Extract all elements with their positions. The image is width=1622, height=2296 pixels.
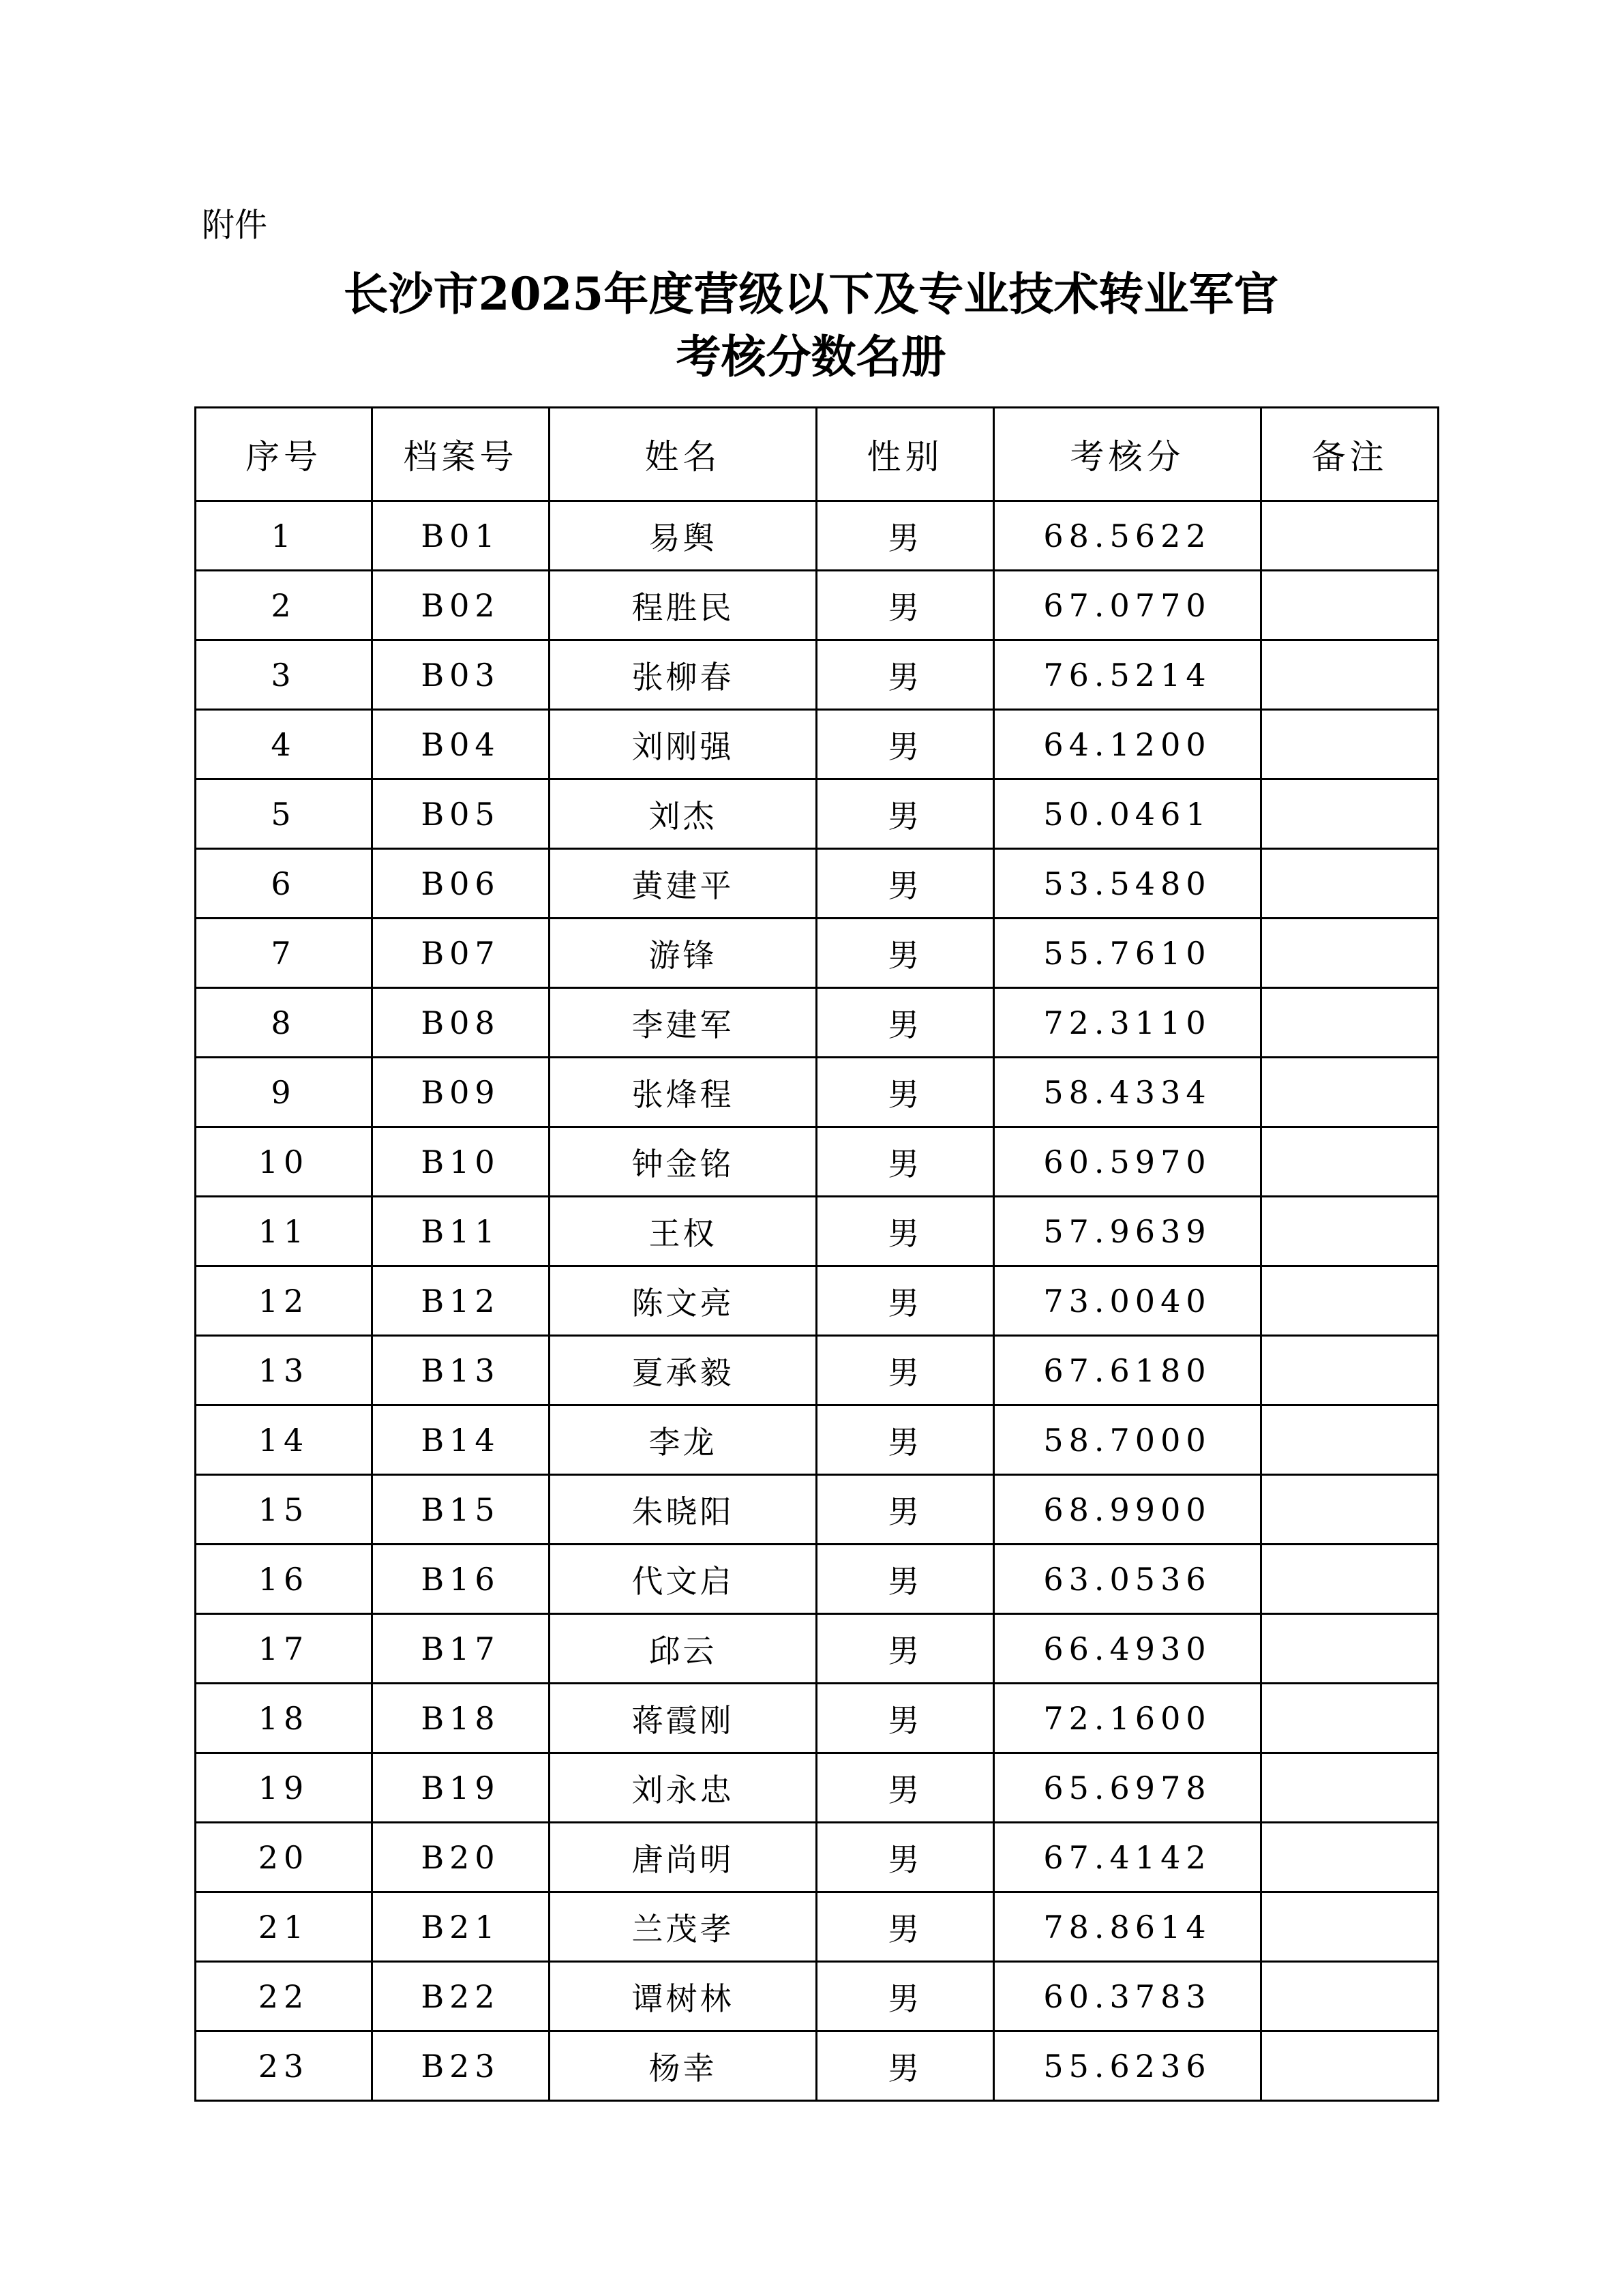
cell-remarks [1261, 1545, 1439, 1614]
table-header-row [196, 408, 1439, 501]
cell-serial: 16 [196, 1545, 372, 1614]
cell-remarks [1261, 779, 1439, 849]
cell-serial: 14 [196, 1405, 372, 1475]
cell-name: 李建军 [550, 988, 817, 1058]
header-name: 姓名 [550, 408, 817, 501]
cell-score: 72.3110 [994, 988, 1261, 1058]
table-row [196, 1127, 1439, 1197]
cell-gender: 男 [817, 1197, 994, 1266]
cell-file-number: B12 [372, 1266, 550, 1336]
cell-serial: 18 [196, 1684, 372, 1753]
cell-serial: 15 [196, 1475, 372, 1545]
table-row [196, 849, 1439, 919]
cell-serial: 6 [196, 849, 372, 919]
cell-remarks [1261, 640, 1439, 710]
cell-gender: 男 [817, 2031, 994, 2101]
cell-name: 夏承毅 [550, 1336, 817, 1405]
cell-score: 55.6236 [994, 2031, 1261, 2101]
cell-remarks [1261, 1336, 1439, 1405]
cell-remarks [1261, 988, 1439, 1058]
cell-file-number: B19 [372, 1753, 550, 1823]
cell-name: 兰茂孝 [550, 1892, 817, 1962]
table-row [196, 1892, 1439, 1962]
cell-gender: 男 [817, 1127, 994, 1197]
table-row [196, 640, 1439, 710]
cell-file-number: B11 [372, 1197, 550, 1266]
cell-score: 68.9900 [994, 1475, 1261, 1545]
cell-serial: 5 [196, 779, 372, 849]
cell-remarks [1261, 1892, 1439, 1962]
cell-remarks [1261, 1266, 1439, 1336]
cell-score: 67.6180 [994, 1336, 1261, 1405]
cell-file-number: B20 [372, 1823, 550, 1892]
cell-serial: 21 [196, 1892, 372, 1962]
cell-score: 64.1200 [994, 710, 1261, 779]
cell-name: 唐尚明 [550, 1823, 817, 1892]
cell-score: 57.9639 [994, 1197, 1261, 1266]
table-row [196, 2031, 1439, 2101]
cell-score: 66.4930 [994, 1614, 1261, 1684]
cell-file-number: B09 [372, 1058, 550, 1127]
cell-name: 刘杰 [550, 779, 817, 849]
table-row [196, 1475, 1439, 1545]
cell-serial: 23 [196, 2031, 372, 2101]
cell-name: 谭树林 [550, 1962, 817, 2031]
cell-remarks [1261, 849, 1439, 919]
cell-name: 蒋霞刚 [550, 1684, 817, 1753]
cell-remarks [1261, 1405, 1439, 1475]
table-row [196, 919, 1439, 988]
cell-gender: 男 [817, 1336, 994, 1405]
cell-name: 易舆 [550, 501, 817, 571]
cell-gender: 男 [817, 1753, 994, 1823]
cell-gender: 男 [817, 779, 994, 849]
cell-serial: 19 [196, 1753, 372, 1823]
cell-score: 60.3783 [994, 1962, 1261, 2031]
cell-file-number: B02 [372, 571, 550, 640]
header-file-number: 档案号 [372, 408, 550, 501]
document-subtitle: 考核分数名册 [676, 330, 946, 383]
cell-remarks [1261, 501, 1439, 571]
cell-file-number: B03 [372, 640, 550, 710]
score-roster-table [194, 406, 1439, 2102]
cell-gender: 男 [817, 1405, 994, 1475]
header-score: 考核分 [994, 408, 1261, 501]
cell-gender: 男 [817, 919, 994, 988]
cell-serial: 17 [196, 1614, 372, 1684]
cell-file-number: B01 [372, 501, 550, 571]
cell-name: 王权 [550, 1197, 817, 1266]
cell-file-number: B05 [372, 779, 550, 849]
cell-gender: 男 [817, 1475, 994, 1545]
table-body [196, 501, 1439, 2101]
table-row [196, 779, 1439, 849]
cell-name: 钟金铭 [550, 1127, 817, 1197]
cell-remarks [1261, 1962, 1439, 2031]
table-row [196, 988, 1439, 1058]
cell-file-number: B08 [372, 988, 550, 1058]
cell-score: 72.1600 [994, 1684, 1261, 1753]
cell-gender: 男 [817, 1684, 994, 1753]
cell-remarks [1261, 710, 1439, 779]
table-row [196, 1614, 1439, 1684]
cell-file-number: B17 [372, 1614, 550, 1684]
cell-score: 53.5480 [994, 849, 1261, 919]
cell-name: 程胜民 [550, 571, 817, 640]
table-row [196, 1962, 1439, 2031]
table-row [196, 501, 1439, 571]
cell-serial: 10 [196, 1127, 372, 1197]
cell-score: 73.0040 [994, 1266, 1261, 1336]
attachment-label: 附件 [202, 206, 268, 244]
table-row [196, 1684, 1439, 1753]
cell-file-number: B04 [372, 710, 550, 779]
cell-remarks [1261, 1058, 1439, 1127]
cell-name: 游锋 [550, 919, 817, 988]
table-row [196, 1336, 1439, 1405]
cell-gender: 男 [817, 988, 994, 1058]
cell-gender: 男 [817, 1266, 994, 1336]
cell-remarks [1261, 2031, 1439, 2101]
table-row [196, 1197, 1439, 1266]
cell-serial: 13 [196, 1336, 372, 1405]
cell-file-number: B06 [372, 849, 550, 919]
cell-remarks [1261, 1614, 1439, 1684]
cell-remarks [1261, 1127, 1439, 1197]
cell-score: 76.5214 [994, 640, 1261, 710]
cell-serial: 4 [196, 710, 372, 779]
cell-score: 50.0461 [994, 779, 1261, 849]
cell-name: 黄建平 [550, 849, 817, 919]
header-remarks: 备注 [1261, 408, 1439, 501]
cell-remarks [1261, 1684, 1439, 1753]
cell-file-number: B21 [372, 1892, 550, 1962]
cell-remarks [1261, 1753, 1439, 1823]
document-title: 长沙市2025年度营级以下及专业技术转业军官 [343, 267, 1279, 320]
table-row [196, 1823, 1439, 1892]
cell-gender: 男 [817, 1892, 994, 1962]
header-gender: 性别 [817, 408, 994, 501]
table-row [196, 710, 1439, 779]
cell-score: 58.4334 [994, 1058, 1261, 1127]
cell-serial: 1 [196, 501, 372, 571]
cell-serial: 8 [196, 988, 372, 1058]
cell-score: 67.4142 [994, 1823, 1261, 1892]
cell-gender: 男 [817, 1545, 994, 1614]
table-row [196, 1545, 1439, 1614]
cell-serial: 11 [196, 1197, 372, 1266]
cell-name: 刘刚强 [550, 710, 817, 779]
table-row [196, 1753, 1439, 1823]
cell-name: 刘永忠 [550, 1753, 817, 1823]
cell-name: 张烽程 [550, 1058, 817, 1127]
table-row [196, 1405, 1439, 1475]
cell-gender: 男 [817, 849, 994, 919]
cell-name: 陈文亮 [550, 1266, 817, 1336]
cell-score: 65.6978 [994, 1753, 1261, 1823]
cell-remarks [1261, 919, 1439, 988]
cell-file-number: B15 [372, 1475, 550, 1545]
cell-score: 78.8614 [994, 1892, 1261, 1962]
cell-score: 58.7000 [994, 1405, 1261, 1475]
cell-remarks [1261, 571, 1439, 640]
cell-remarks [1261, 1197, 1439, 1266]
cell-name: 张柳春 [550, 640, 817, 710]
table-row [196, 1058, 1439, 1127]
cell-file-number: B13 [372, 1336, 550, 1405]
table-row [196, 1266, 1439, 1336]
cell-name: 杨幸 [550, 2031, 817, 2101]
cell-name: 代文启 [550, 1545, 817, 1614]
cell-file-number: B14 [372, 1405, 550, 1475]
cell-serial: 20 [196, 1823, 372, 1892]
cell-file-number: B18 [372, 1684, 550, 1753]
cell-gender: 男 [817, 1962, 994, 2031]
cell-gender: 男 [817, 640, 994, 710]
cell-serial: 12 [196, 1266, 372, 1336]
cell-serial: 9 [196, 1058, 372, 1127]
cell-name: 李龙 [550, 1405, 817, 1475]
cell-file-number: B22 [372, 1962, 550, 2031]
cell-serial: 2 [196, 571, 372, 640]
cell-file-number: B10 [372, 1127, 550, 1197]
cell-file-number: B23 [372, 2031, 550, 2101]
table-row [196, 571, 1439, 640]
cell-file-number: B16 [372, 1545, 550, 1614]
cell-serial: 7 [196, 919, 372, 988]
cell-gender: 男 [817, 571, 994, 640]
cell-name: 邱云 [550, 1614, 817, 1684]
cell-score: 60.5970 [994, 1127, 1261, 1197]
cell-gender: 男 [817, 1614, 994, 1684]
cell-score: 55.7610 [994, 919, 1261, 988]
cell-remarks [1261, 1823, 1439, 1892]
header-serial: 序号 [196, 408, 372, 501]
cell-gender: 男 [817, 1058, 994, 1127]
cell-score: 68.5622 [994, 501, 1261, 571]
cell-score: 67.0770 [994, 571, 1261, 640]
cell-gender: 男 [817, 1823, 994, 1892]
cell-name: 朱晓阳 [550, 1475, 817, 1545]
cell-file-number: B07 [372, 919, 550, 988]
cell-gender: 男 [817, 501, 994, 571]
cell-score: 63.0536 [994, 1545, 1261, 1614]
cell-gender: 男 [817, 710, 994, 779]
cell-remarks [1261, 1475, 1439, 1545]
cell-serial: 3 [196, 640, 372, 710]
cell-serial: 22 [196, 1962, 372, 2031]
